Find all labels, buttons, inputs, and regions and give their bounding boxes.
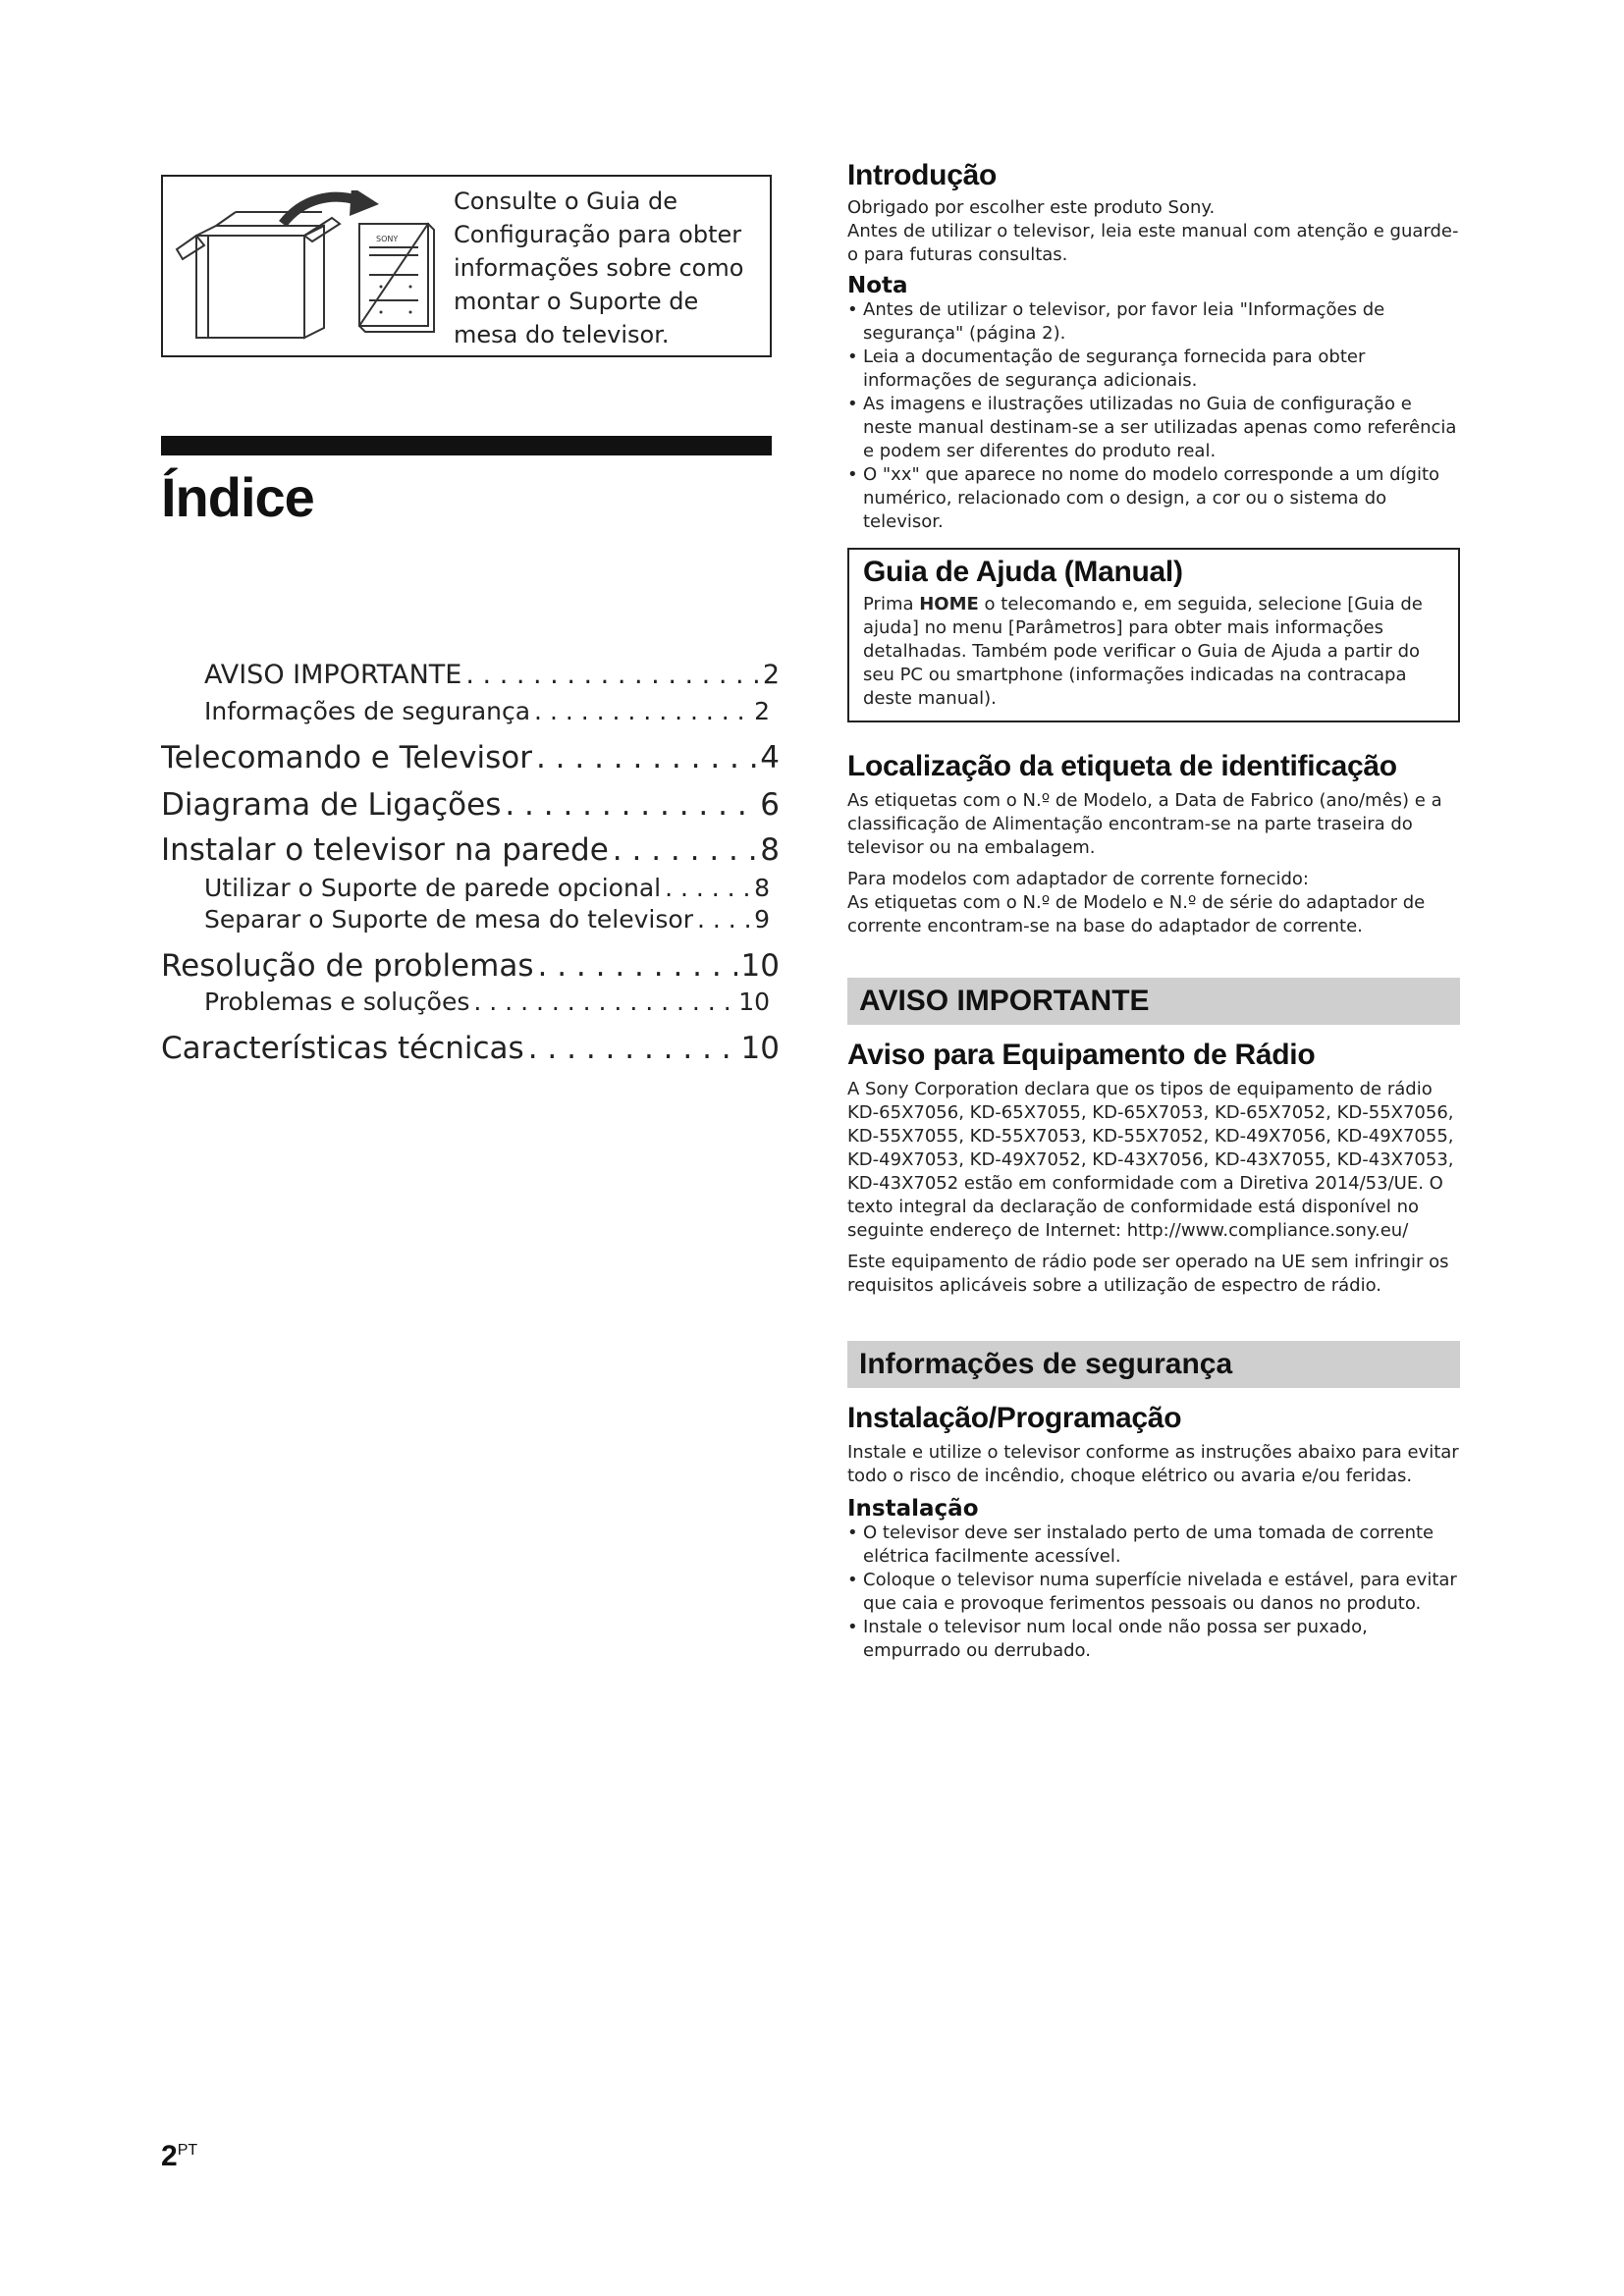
toc-entry-label: Diagrama de Ligações: [161, 787, 502, 823]
nota-list: [847, 298, 1460, 534]
indice-heading-bar: [161, 436, 772, 455]
toc-entry-page: 2: [762, 660, 780, 690]
toc-entry-label: Separar o Suporte de mesa do televisor: [204, 905, 693, 934]
toc-entry[interactable]: [161, 787, 780, 832]
list-item: • Coloque o televisor numa superfície nivelada e estável, para evitar que caia e provoque ferimentos pessoais ou danos no produto.: [847, 1569, 1460, 1616]
toc-entry[interactable]: [161, 988, 770, 1031]
setup-guide-box: [161, 175, 772, 357]
installation-list: [847, 1522, 1460, 1663]
installation-text: Instale e utilize o televisor conforme as instruções abaixo para evitar todo o risco de incêndio, choque elétrico ou avaria e/ou feridas.: [847, 1442, 1459, 1486]
label-location-title: Localização da etiqueta de identificação: [847, 750, 1397, 782]
list-item: • Leia a documentação de segurança fornecida para obter informações de segurança adicionais.: [847, 346, 1460, 393]
toc-entry-page: 6: [760, 787, 780, 823]
toc-entry-label: Informações de segurança: [204, 697, 531, 725]
nota-title: Nota: [847, 273, 908, 298]
page-language-code: PT: [177, 2142, 198, 2159]
page-number: $2^{PT}$: [161, 2140, 198, 2172]
toc-entry-label: Telecomando e Televisor: [161, 740, 532, 775]
left-column: [161, 175, 780, 1066]
toc-entry-page: 2: [754, 697, 770, 725]
table-of-contents: [161, 660, 780, 1074]
intro-title: Introdução: [847, 159, 997, 191]
toc-entry-page: 10: [738, 988, 770, 1016]
toc-entry-label: AVISO IMPORTANTE: [204, 660, 462, 690]
radio-notice-title: Aviso para Equipamento de Rádio: [847, 1039, 1316, 1071]
toc-entry[interactable]: [161, 697, 770, 740]
help-guide-box: [847, 548, 1460, 722]
toc-entry-label: Resolução de problemas: [161, 948, 534, 984]
list-item: • Instale o televisor num local onde não possa ser puxado, empurrado ou derrubado.: [847, 1616, 1460, 1663]
tv-box-guide-illustration: [175, 190, 460, 347]
installation-title: Instalação/Programação: [847, 1402, 1182, 1434]
safety-info-band: Informações de segurança: [847, 1341, 1460, 1388]
label-location-text: As etiquetas com o N.º de Modelo e N.º de série do adaptador de corrente encontram-se na base do adaptador de corrente.: [847, 892, 1426, 936]
toc-entry-page: 10: [740, 948, 780, 984]
toc-entry-page: 8: [754, 874, 770, 902]
toc-entry[interactable]: [161, 1031, 780, 1074]
toc-entry-page: 10: [740, 1031, 780, 1066]
toc-entry[interactable]: [161, 948, 780, 988]
help-guide-text: Prima HOME o telecomando e, em seguida, selecione [Guia de ajuda] no menu [Parâmetros] para obter mais informações detalhadas. Também pode verificar o Guia de Ajuda a partir do seu PC ou smartphone (informações indicadas na contracapa deste manual).: [863, 594, 1423, 709]
right-column: [847, 159, 1460, 1663]
toc-entry-page: 4: [760, 740, 780, 775]
help-guide-title: Guia de Ajuda (Manual): [863, 556, 1183, 588]
radio-notice-text: Este equipamento de rádio pode ser operado na UE sem infringir os requisitos aplicáveis sobre a utilização de espectro de rádio.: [847, 1252, 1449, 1296]
indice-title: Índice: [161, 466, 314, 528]
intro-text: Obrigado por escolher este produto Sony.: [847, 197, 1216, 218]
toc-entry-label: Problemas e soluções: [204, 988, 470, 1016]
toc-entry[interactable]: [161, 660, 780, 697]
list-item: • O "xx" que aparece no nome do modelo corresponde a um dígito numérico, relacionado com o design, a cor ou o sistema do televisor.: [847, 463, 1460, 534]
toc-entry-page: 8: [760, 832, 780, 868]
setup-guide-text: Consulte o Guia de Configuração para obter informações sobre como montar o Suporte de mesa do televisor.: [454, 187, 744, 348]
toc-entry-page: 9: [754, 905, 770, 934]
home-button-label: HOME: [919, 594, 979, 614]
label-location-text: As etiquetas com o N.º de Modelo, a Data de Fabrico (ano/mês) e a classificação de Alimentação encontram-se na parte traseira do televisor ou na embalagem.: [847, 790, 1442, 858]
toc-entry[interactable]: [161, 874, 770, 905]
installation-subtitle: Instalação: [847, 1496, 979, 1522]
radio-notice-text: A Sony Corporation declara que os tipos de equipamento de rádio KD-65X7056, KD-65X7055, KD-65X7053, KD-65X7052, KD-55X7056, KD-55X7055, KD-55X7053, KD-55X7052, KD-49X7056, KD-49X7055, KD-49X7053, KD-49X7052, KD-43X7056, KD-43X7055, KD-43X7053, KD-43X7052 estão em conformidade com a Diretiva 2014/53/UE. O texto integral da declaração de conformidade está disponível no seguinte endereço de Internet: http://www.compliance.sony.eu/: [847, 1079, 1454, 1241]
list-item: • As imagens e ilustrações utilizadas no Guia de configuração e neste manual destinam-se a ser utilizadas apenas como referência e podem ser diferentes do produto real.: [847, 393, 1460, 463]
toc-entry-label: Utilizar o Suporte de parede opcional: [204, 874, 662, 902]
toc-entry[interactable]: [161, 740, 780, 787]
intro-text: Antes de utilizar o televisor, leia este manual com atenção e guarde-o para futuras consultas.: [847, 221, 1459, 265]
list-item: • O televisor deve ser instalado perto de uma tomada de corrente elétrica facilmente acessível.: [847, 1522, 1460, 1569]
aviso-importante-band: AVISO IMPORTANTE: [847, 978, 1460, 1025]
toc-entry-label: Instalar o televisor na parede: [161, 832, 609, 868]
list-item: • Antes de utilizar o televisor, por favor leia "Informações de segurança" (página 2).: [847, 298, 1460, 346]
toc-entry[interactable]: [161, 832, 780, 874]
sony-logo-text: SONY: [376, 235, 399, 243]
label-location-text: Para modelos com adaptador de corrente fornecido:: [847, 869, 1309, 889]
toc-entry[interactable]: [161, 905, 770, 948]
toc-entry-label: Características técnicas: [161, 1031, 524, 1066]
